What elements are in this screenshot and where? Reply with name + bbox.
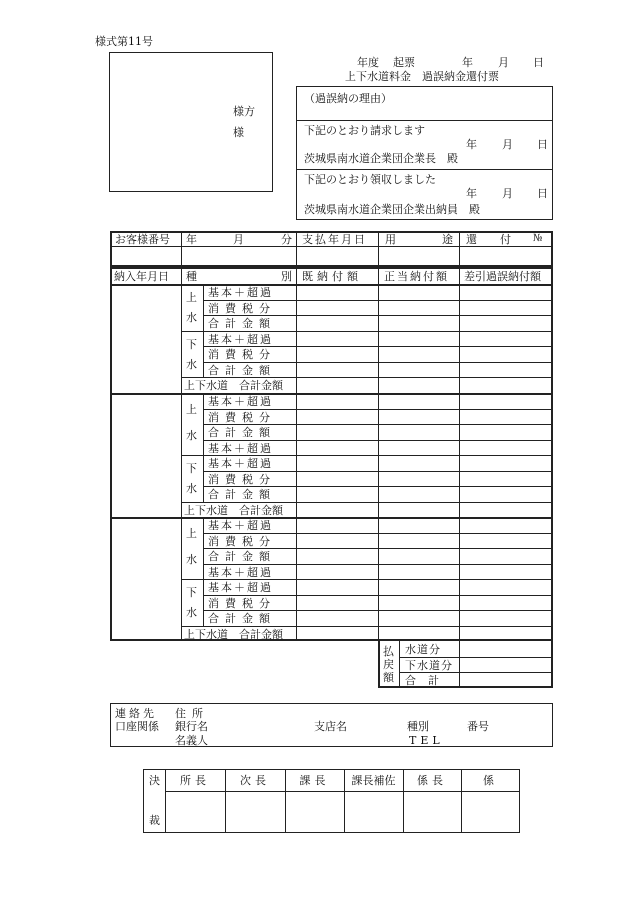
refund-header-2: 付 (500, 233, 511, 246)
request-day: 日 (537, 138, 548, 151)
approval-column-0: 所長 (180, 774, 210, 787)
correct-paid-header: 正当納付額 (384, 270, 449, 283)
grand-total-label: 上下水道 合計金額 (184, 627, 283, 641)
group-char-ge: 下 (186, 462, 197, 476)
row-label-tax: 消費税分 (208, 596, 276, 610)
group-char-jou: 上 (186, 527, 197, 541)
paid-date-header: 納入年月日 (114, 270, 169, 283)
row-label-tax: 消費税分 (208, 348, 276, 362)
approval-side-char: 決 (149, 774, 160, 787)
receipt-day: 日 (537, 187, 548, 200)
account-label: 口座関係 (115, 720, 159, 733)
address-box (109, 52, 273, 192)
group-char-jou: 上 (186, 403, 197, 417)
bun-header: 分 (281, 233, 292, 246)
approval-column-1: 次長 (240, 774, 270, 787)
already-paid-header: 既納付額 (302, 270, 362, 283)
receipt-text: 下記のとおり領収しました (304, 173, 436, 186)
addressee-honorific-1: 様方 (233, 105, 255, 118)
approval-column-3: 課長補佐 (351, 774, 396, 787)
group-char-jou: 上 (186, 291, 197, 305)
row-label-total: 合計金額 (208, 363, 276, 377)
header-year: 年 (462, 56, 473, 69)
over-paid-header: 差引過誤納付額 (464, 270, 541, 283)
refund-row-label: 合計 (405, 674, 451, 688)
receipt-authority: 茨城県南水道企業団企業出納員 殿 (304, 203, 480, 216)
row-label-tax: 消費税分 (208, 410, 276, 424)
refund-label-char: 戻 (383, 658, 394, 671)
request-year: 年 (466, 138, 477, 151)
approval-side-char: 裁 (149, 814, 160, 827)
refund-header: 還 (466, 233, 477, 246)
row-label-tax: 消費税分 (208, 472, 276, 486)
row-label-total: 合計金額 (208, 550, 276, 563)
receipt-month: 月 (502, 187, 513, 200)
kind-header-1: 種 (186, 270, 197, 283)
kind-header-2: 別 (281, 270, 292, 283)
address-label: 住所 (175, 707, 209, 720)
customer-no-header: お客様番号 (115, 233, 170, 246)
bank-label: 銀行名 (175, 720, 208, 733)
form-title: 上下水道料金 過誤納金還付票 (345, 70, 499, 83)
reason-label: （過誤納の理由） (304, 92, 392, 105)
nen-header: 年 (186, 233, 197, 246)
header-day: 日 (533, 56, 544, 69)
tsuki-header: 月 (233, 233, 244, 246)
request-authority: 茨城県南水道企業団企業長 殿 (304, 152, 458, 165)
row-label-total: 合計金額 (208, 488, 276, 501)
grand-total-label: 上下水道 合計金額 (184, 503, 283, 517)
row-label-basic: 基本＋超過 (208, 395, 273, 408)
row-label-tax: 消費税分 (208, 301, 276, 315)
row-label-total: 合計金額 (208, 426, 276, 439)
row-label-basic: 基本＋超過 (208, 441, 273, 455)
issue-label: 起票 (393, 56, 415, 69)
group-char-sui: 水 (186, 605, 197, 619)
group-char-sui: 水 (186, 311, 197, 325)
purpose-header: 用 (385, 233, 396, 246)
refund-label-char: 額 (383, 671, 394, 684)
row-label-basic: 基本＋超過 (208, 519, 273, 532)
row-label-basic: 基本＋超過 (208, 332, 273, 346)
group-char-sui: 水 (186, 553, 197, 567)
group-char-sui: 水 (186, 481, 197, 495)
refund-label-char: 払 (383, 645, 394, 658)
approval-column-5: 係 (483, 774, 498, 787)
addressee-honorific-2: 様 (233, 126, 244, 139)
request-month: 月 (502, 138, 513, 151)
group-char-sui: 水 (186, 429, 197, 443)
receipt-year: 年 (466, 187, 477, 200)
branch-label: 支店名 (314, 720, 347, 733)
row-label-basic: 基本＋超過 (208, 457, 273, 470)
refund-row-label: 水道分 (405, 643, 441, 656)
number-label: 番号 (467, 720, 489, 733)
row-label-total: 合計金額 (208, 612, 276, 625)
approval-column-2: 課長 (299, 774, 330, 787)
row-label-total: 合計金額 (208, 317, 276, 331)
no-header: № (533, 233, 543, 244)
refund-row-label: 下水道分 (405, 658, 453, 672)
fiscal-year-label: 年度 (357, 56, 379, 69)
row-label-basic: 基本＋超過 (208, 581, 273, 594)
header-month: 月 (498, 56, 509, 69)
group-char-sui: 水 (186, 357, 197, 371)
approval-column-4: 係長 (417, 774, 447, 787)
pay-date-header: 支払年月日 (302, 233, 367, 246)
row-label-basic: 基本＋超過 (208, 565, 273, 579)
contact-label: 連絡先 (115, 707, 157, 720)
grand-total-label: 上下水道 合計金額 (184, 379, 283, 393)
group-char-ge: 下 (186, 338, 197, 352)
group-char-ge: 下 (186, 586, 197, 600)
type-label: 種別 (407, 720, 429, 733)
form-number: 様式第11号 (95, 35, 153, 48)
row-label-tax: 消費税分 (208, 534, 276, 548)
request-text: 下記のとおり請求します (304, 124, 425, 137)
holder-label: 名義人 (175, 734, 208, 747)
purpose-header-2: 途 (442, 233, 453, 246)
row-label-basic: 基本＋超過 (208, 286, 273, 299)
tel-label: TEL (409, 734, 444, 747)
